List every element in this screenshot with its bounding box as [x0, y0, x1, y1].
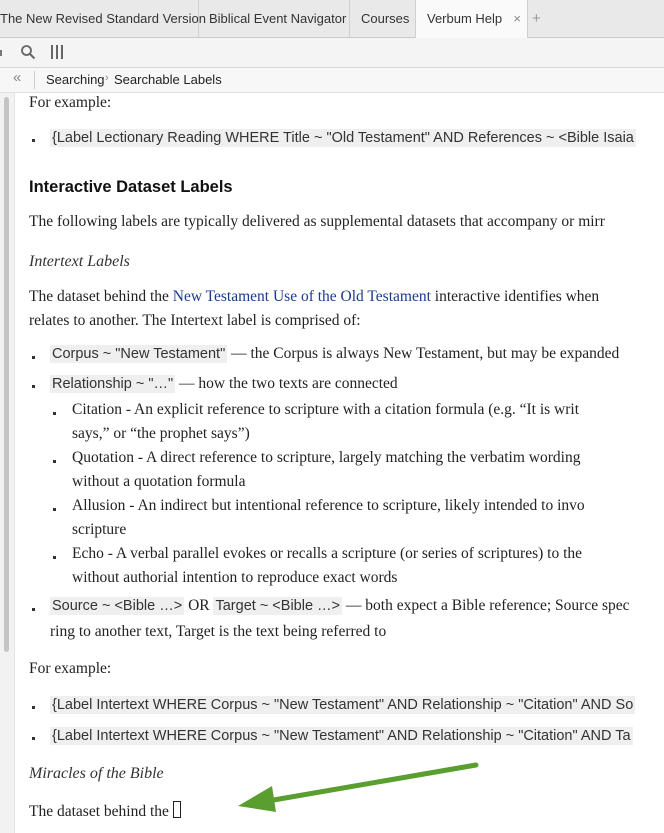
list-item-continued: ring to another text, Target is the text being referred to	[50, 623, 387, 640]
nt-use-of-ot-link[interactable]: New Testament Use of the Old Testament	[172, 288, 431, 305]
breadcrumb-item-searchable-labels[interactable]: Searchable Labels	[114, 72, 222, 87]
add-tab-icon[interactable]: +	[532, 10, 541, 27]
list-item-continued: scripture	[72, 521, 127, 538]
subsection-heading: Miracles of the Bible	[29, 765, 164, 782]
list-item: Corpus ~ "New Testament" — the Corpus is always New Testament, but may be expanded	[52, 345, 620, 362]
collapse-panel-icon[interactable]: «	[13, 69, 22, 86]
tab-label: Biblical Event Navigator	[209, 11, 347, 26]
list-item: Source ~ <Bible …> OR Target ~ <Bible …> — both expect a Bible reference; Source spec	[52, 597, 630, 614]
list-item-continued: without a quotation formula	[72, 473, 246, 490]
paragraph: The dataset behind the New Testament Use of the Old Testament interactive identifies when	[29, 288, 600, 305]
list-item: Quotation - A direct reference to scripture, largely matching the verbatim wording	[72, 449, 581, 466]
paragraph: For example:	[29, 660, 112, 677]
example-code: {Label Intertext WHERE Corpus ~ "New Testament" AND Relationship ~ "Citation" AND So	[52, 697, 634, 713]
paragraph: The dataset behind the	[29, 801, 181, 821]
list-item: Relationship ~ "…" — how the two texts are connected	[52, 375, 398, 392]
example-code: {Label Lectionary Reading WHERE Title ~ "Old Testament" AND References ~ <Bible Isaia	[52, 130, 634, 146]
paragraph: relates to another. The Intertext label is comprised of:	[29, 312, 361, 329]
close-icon[interactable]: ×	[513, 11, 521, 26]
breadcrumb-separator: ›	[105, 72, 109, 84]
list-item: Citation - An explicit reference to scripture with a citation formula (e.g. “It is writ	[72, 401, 580, 418]
tab-label: The New Revised Standard Version	[0, 11, 206, 26]
list-item-continued: says,” or “the prophet says”)	[72, 425, 250, 442]
list-item: Allusion - An indirect but intentional reference to scripture, likely intended to invo	[72, 497, 585, 514]
tab-label: Courses	[361, 11, 410, 26]
list-item-continued: without authorial intention to reproduce exact words	[72, 569, 398, 586]
paragraph: For example:	[29, 94, 112, 111]
list-item: Echo - A verbal parallel evokes or recalls a scripture (or series of scriptures) to the	[72, 545, 583, 562]
subsection-heading: Intertext Labels	[29, 253, 130, 270]
example-code: {Label Intertext WHERE Corpus ~ "New Testament" AND Relationship ~ "Citation" AND Ta	[52, 728, 631, 744]
section-heading: Interactive Dataset Labels	[29, 178, 233, 196]
breadcrumb-item-searching[interactable]: Searching	[46, 72, 105, 87]
paragraph: The following labels are typically delivered as supplemental datasets that accompany or mirr	[29, 213, 605, 230]
tab-label: Verbum Help	[427, 11, 503, 26]
